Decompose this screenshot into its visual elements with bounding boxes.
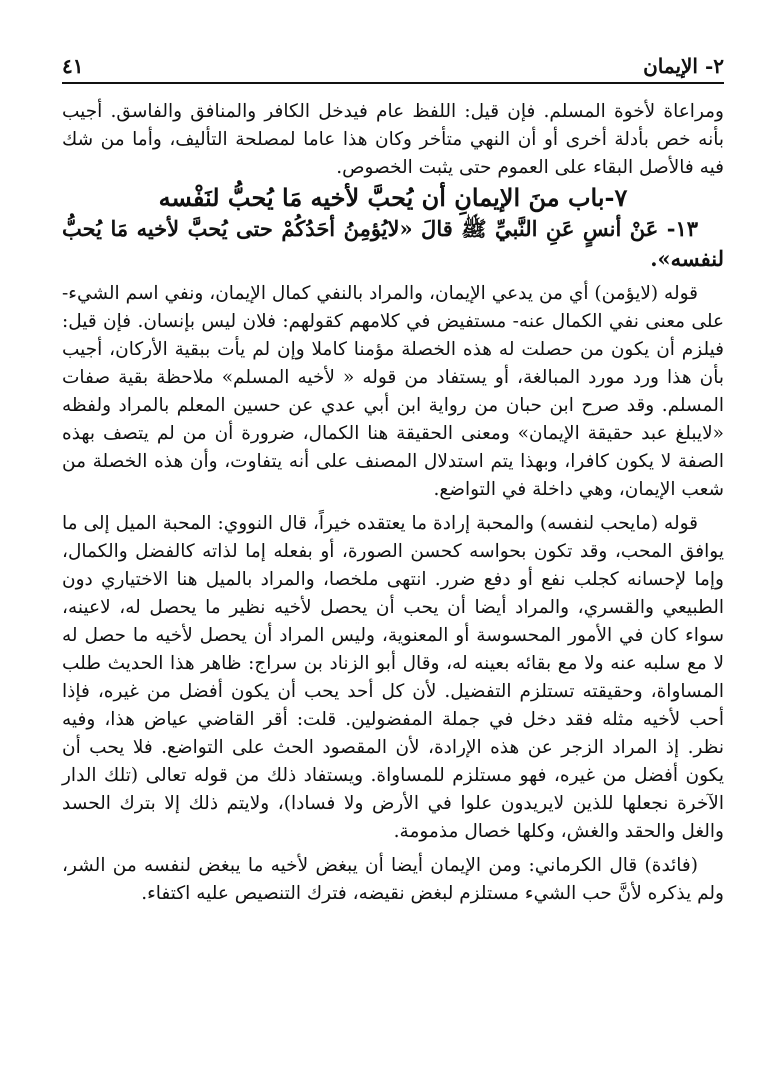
page-header xyxy=(62,48,724,78)
header-divider xyxy=(62,82,724,84)
benefit-paragraph: (فائدة) قال الكرماني: ومن الإيمان أيضا أن يبغض لأخيه ما يبغض لنفسه من الشر، ولم يذكره لأنَّ حب الشيء مستلزم لبغض نقيضه، فترك التنصيص عليه اكتفاء. xyxy=(62,855,724,904)
running-title: ٢- الإيمان xyxy=(643,54,724,78)
commentary-paragraph-1: قوله (لايؤمن) أي من يدعي الإيمان، والمراد بالنفي كمال الإيمان، ونفي اسم الشيء- على معنى نفي الكمال عنه- مستفيض في كلامهم كقولهم: فلان ليس بإنسان. فإن قيل: فيلزم أن يكون من حصلت له هذه الخصلة مؤمنا كاملا وإن لم يأت ببقية الأركان، أجيب بأن هذا ورد مورد المبالغة، أو يستفاد من قوله « لأخيه المسلم» ملاحظة بقية صفات المسلم. وقد صرح ابن حبان من رواية ابن أبي عدي عن حسين المعلم بالمراد ولفظه «لايبلغ عبد حقيقة الإيمان» ومعنى الحقيقة هنا الكمال، ضرورة أن من لم يتصف بهذه الصفة لا يكون كافرا، وبهذا يتم استدلال المصنف على أنه يتفاوت، وأن هذه الخصلة من شعب الإيمان، وهي داخلة في التواضع. xyxy=(62,283,724,500)
commentary-paragraph-2: قوله (مايحب لنفسه) والمحبة إرادة ما يعتقده خيراً، قال النووي: المحبة الميل إلى ما يوافق المحب، وقد تكون بحواسه كحسن الصورة، أو بفعله إما لذاته كالفضل والكمال، وإما لإحسانه كجلب نفع أو دفع ضرر. انتهى ملخصا، والمراد بالميل هنا الاختياري دون الطبيعي والقسري، والمراد أيضا أن يحب أن يحصل لأخيه نظير ما يحصل له، لاعينه، سواء كان في الأمور المحسوسة أو المعنوية، وليس المراد أن يحصل لأخيه ما حصل له لا مع سلبه عنه ولا مع بقائه بعينه له، وقال أبو الزناد بن سراج: ظاهر هذا الحديث طلب المساواة، وحقيقته تستلزم التفضيل. لأن كل أحد يحب أن يكون أفضل من غيره، فإذا أحب لأخيه مثله فقد دخل في جملة المفضولين. قلت: أقر القاضي عياض هذا، وفيه نظر. إذ المراد الزجر عن هذه الإرادة، لأن المقصود الحث على التواضع. فلا يحب أن يكون أفضل من غيره، فهو مستلزم للمساواة. ويستفاد ذلك من قوله تعالى (تلك الدار الآخرة نجعلها للذين لايريدون علوا في الأرض ولا فسادا)، ولايتم ذلك إلا بترك الحسد والغل والحقد والغش، وكلها خصال مذمومة. xyxy=(62,513,724,842)
paragraph-intro: ومراعاة لأخوة المسلم. فإن قيل: اللفظ عام فيدخل الكافر والمنافق والفاسق. أجيب بأنه خص بأدلة أخرى أو أن النهي متأخر وكان هذا عاما لمصلحة التأليف، وأما من شك فيه فالأصل البقاء على العموم حتى يثبت الخصوص. xyxy=(62,101,724,178)
hadith-text: ١٣- عَنْ أنسٍ عَنِ النَّبيِّ ﷺ قالَ «لايُؤمِنُ أحَدُكُمْ حتى يُحبَّ لأخيه مَا يُحبُّ لنفسه». xyxy=(62,216,724,271)
page-body xyxy=(62,98,724,908)
page-number: ٤١ xyxy=(62,54,84,78)
chapter-heading: ٧-باب منَ الإيمانِ أن يُحبَّ لأخيه مَا يُحبُّ لنَفْسه xyxy=(158,183,628,212)
